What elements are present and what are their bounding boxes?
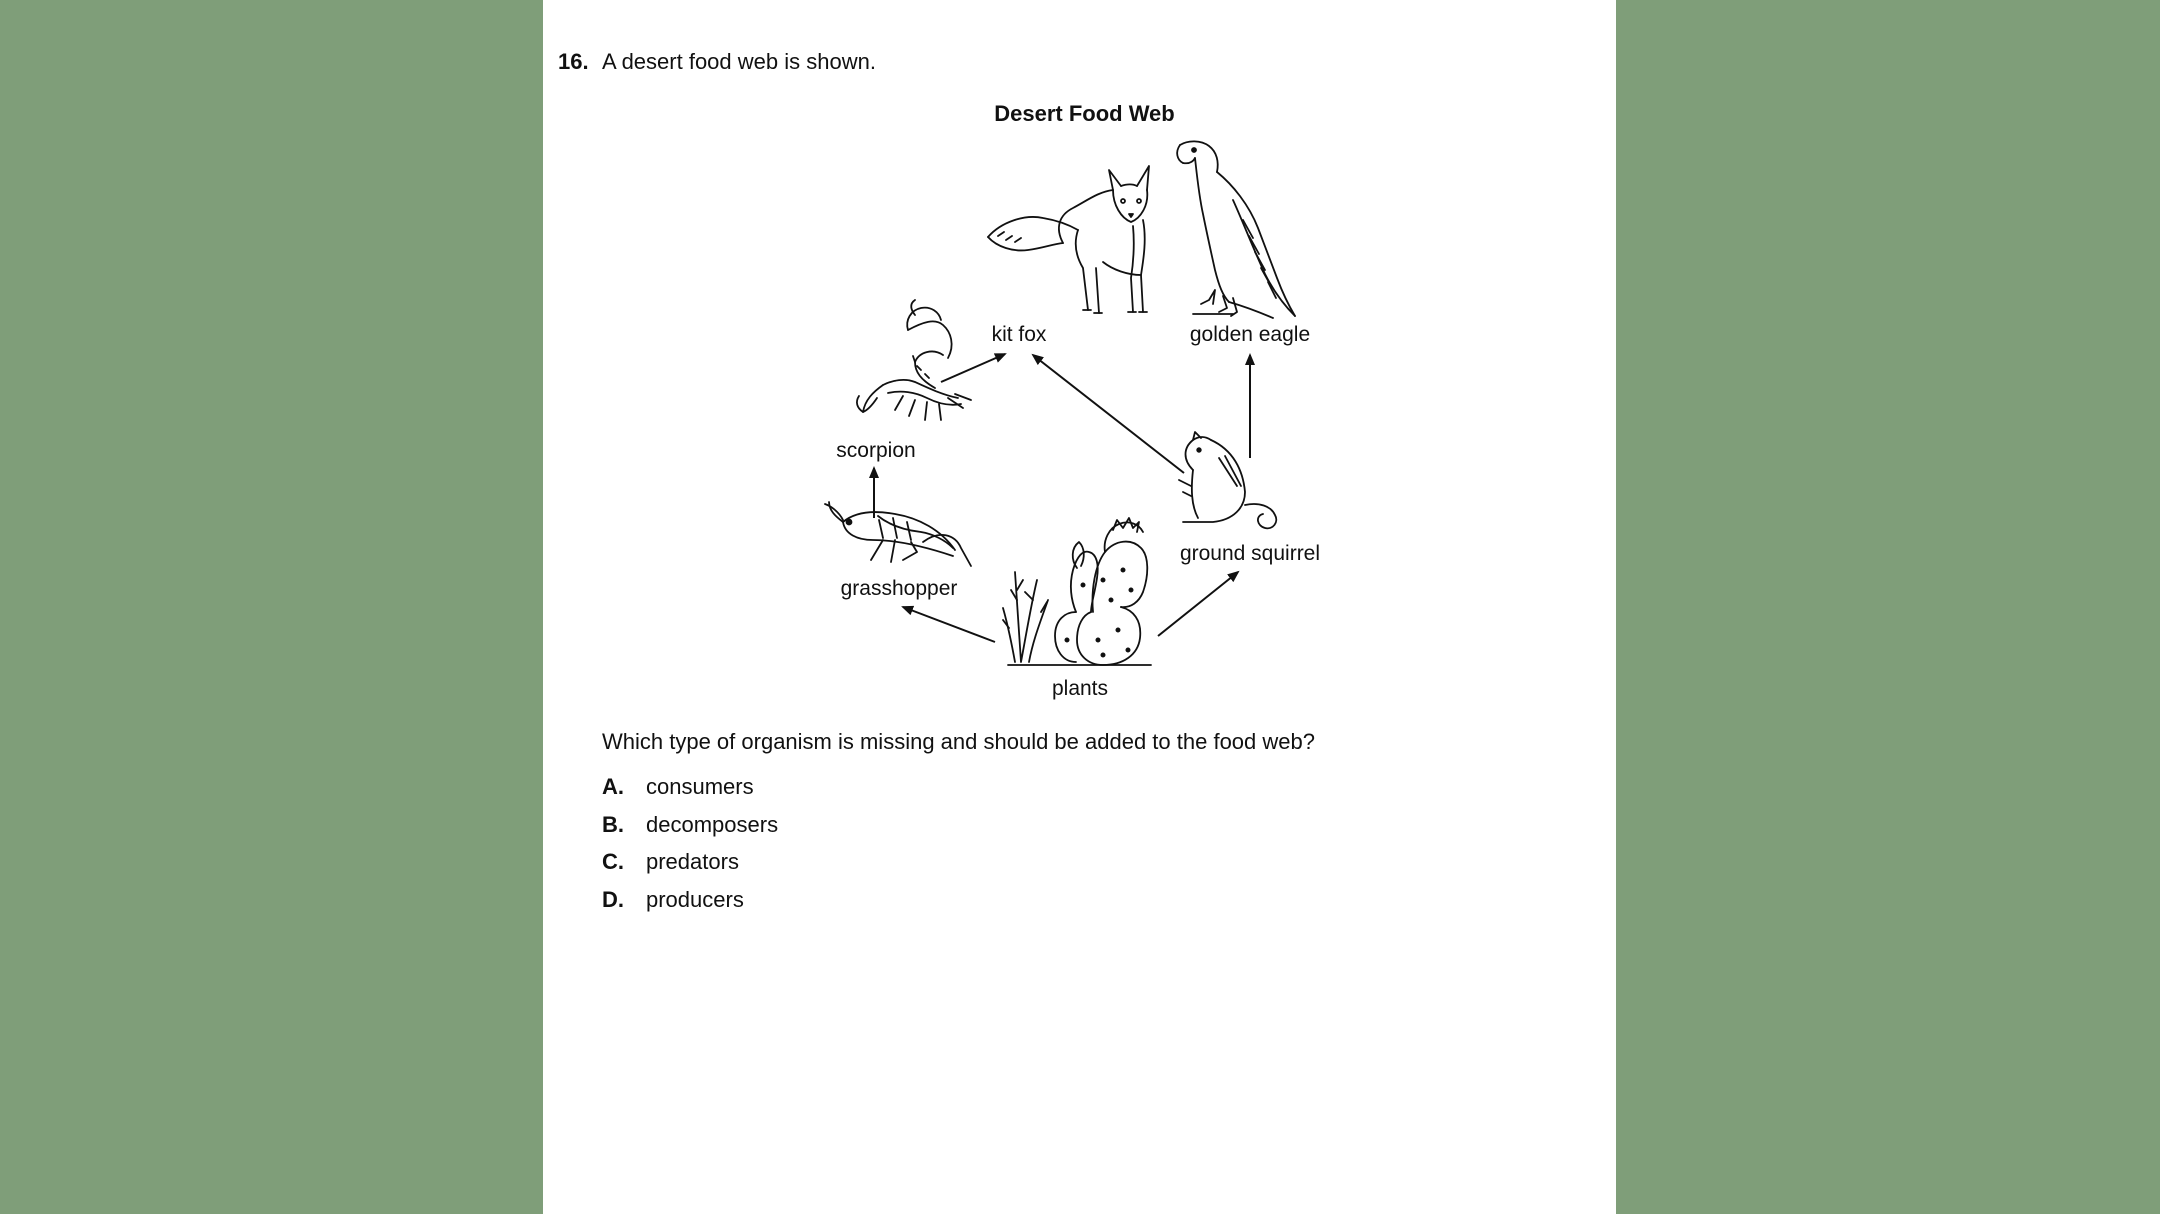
worksheet-page — [543, 0, 1616, 1214]
choice-text: predators — [646, 849, 739, 874]
choice-letter: A. — [602, 774, 624, 799]
answer-choices — [602, 774, 778, 924]
grasshopper-illustration — [825, 502, 971, 566]
label-plants: plants — [1051, 677, 1109, 700]
choice-text: producers — [646, 886, 744, 912]
choice-text: decomposers — [646, 811, 779, 837]
diagram-title: Desert Food Web — [994, 101, 1175, 126]
choice-letter: C. — [602, 849, 624, 874]
question-stem: A desert food web is shown. — [602, 49, 876, 74]
arrow-plants-to-ground-squirrel — [1158, 572, 1238, 636]
kit-fox-illustration — [988, 166, 1149, 313]
label-grasshopper: grasshopper — [840, 577, 958, 600]
choice-letter: B. — [602, 811, 624, 837]
choice-letter: D. — [602, 886, 624, 912]
plants-illustration — [1003, 518, 1151, 665]
golden-eagle-illustration — [1177, 141, 1295, 318]
choice-text: consumers — [646, 774, 754, 799]
arrow-ground-squirrel-to-kit-fox — [1033, 355, 1184, 473]
answer-choice-a[interactable] — [602, 774, 778, 812]
label-scorpion: scorpion — [836, 439, 916, 462]
question-number: 16. — [558, 49, 589, 74]
arrow-scorpion-to-kit-fox — [941, 354, 1005, 382]
scorpion-illustration — [857, 300, 971, 420]
label-golden-eagle: golden eagle — [1189, 323, 1311, 346]
question-prompt: Which type of organism is missing and should be added to the food web? — [602, 729, 1315, 754]
label-kit-fox: kit fox — [991, 323, 1047, 346]
food-web-diagram — [543, 0, 1616, 720]
answer-choice-d[interactable] — [602, 887, 778, 925]
answer-choice-c[interactable] — [602, 849, 778, 887]
arrow-plants-to-grasshopper — [903, 607, 995, 642]
ground-squirrel-illustration — [1179, 432, 1276, 528]
answer-choice-b[interactable] — [602, 812, 778, 850]
label-ground-squirrel: ground squirrel — [1179, 542, 1321, 565]
